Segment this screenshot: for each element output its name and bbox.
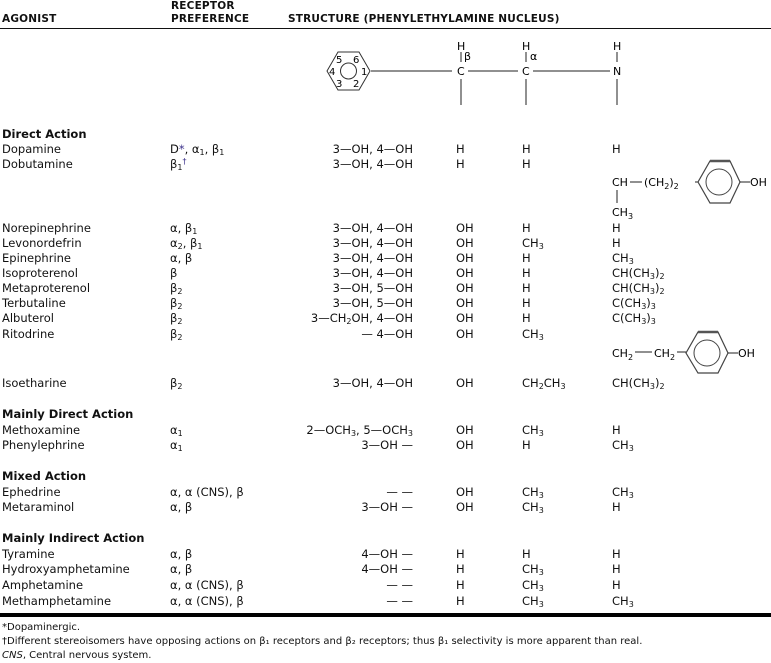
ring-substituents: 3—OH, 4—OH	[332, 376, 413, 390]
agonist-name: Metaproterenol	[2, 281, 91, 295]
phenol-ring-icon	[698, 161, 740, 203]
beta-substituent: OH	[456, 327, 474, 341]
ring-substituents: — —	[386, 485, 413, 499]
ring-substituents: $2—OCH_3$, $5—OCH_3$	[306, 423, 413, 438]
beta-substituent: OH	[456, 221, 474, 235]
agonist-name: Ritodrine	[2, 327, 55, 341]
cns-definition: , Central nervous system.	[22, 650, 152, 661]
beta-carbon: C	[457, 65, 465, 78]
agonist-name: Isoetharine	[2, 376, 67, 390]
beta-substituent: OH	[456, 485, 474, 499]
beta-substituent: H	[456, 142, 465, 156]
ring-substituents: 3—OH, 4—OH	[332, 221, 413, 235]
alpha-substituent: H	[522, 157, 531, 171]
header-receptor-line2: PREFERENCE	[171, 13, 250, 25]
footnote-dopaminergic: *Dopaminergic.	[2, 622, 81, 633]
receptor-preference: α, α (CNS), β	[170, 485, 244, 499]
receptor-preference: $\beta_2$	[170, 296, 183, 311]
beta-substituent: OH	[456, 438, 474, 452]
phenylethylamine-nucleus	[0, 0, 771, 120]
ring-substituents: 4—OH —	[361, 562, 413, 576]
dagger-footnote-marker: †	[182, 157, 187, 166]
amine-substituent: H	[612, 562, 621, 576]
receptor-preference: D*, $\alpha_1$, $\beta_1$	[170, 142, 225, 157]
ring-substituents: 3—OH —	[361, 500, 413, 514]
agonist-name: Terbutaline	[2, 296, 66, 310]
amine-substituent: H	[612, 236, 621, 250]
cns-abbreviation: CNS	[2, 650, 23, 661]
ring-substituents: 4—OH —	[361, 547, 413, 561]
amine-substituent: $CH_3$	[612, 438, 634, 453]
receptor-preference: $\alpha_1$	[170, 438, 183, 453]
receptor-preference: $\beta_2$	[170, 376, 183, 391]
ring-pos-4: 4	[329, 67, 336, 78]
amine-substituent: $CH(CH_3)_2$	[612, 376, 665, 391]
alpha-substituent: H	[522, 547, 531, 561]
section-title-direct-action: Direct Action	[2, 127, 87, 141]
amine-substituent: H	[612, 142, 621, 156]
beta-h: H	[457, 40, 466, 53]
dobutamine-chain: $(CH_2)_2$	[644, 176, 679, 191]
beta-substituent: OH	[456, 296, 474, 310]
ring-substituents: — 4—OH	[361, 327, 413, 341]
beta-substituent: H	[456, 562, 465, 576]
agonist-name: Amphetamine	[2, 578, 84, 592]
alpha-carbon: C	[522, 65, 530, 78]
alpha-label: α	[530, 50, 538, 63]
amine-substituent: H	[612, 221, 621, 235]
amine-substituent: $CH(CH_3)_2$	[612, 281, 665, 296]
receptor-preference: $\alpha_2$, $\beta_1$	[170, 236, 203, 251]
agonist-name: Phenylephrine	[2, 438, 85, 452]
amine-substituent: H	[612, 578, 621, 592]
ring-substituents: 3—OH, 4—OH	[332, 251, 413, 265]
agonist-name: Albuterol	[2, 311, 54, 325]
alpha-substituent: H	[522, 296, 531, 310]
receptor-preference: α, β	[170, 251, 193, 265]
agonist-name: Tyramine	[2, 547, 55, 561]
amine-substituent: $CH_3$	[612, 594, 634, 609]
agonist-name: Isoproterenol	[2, 266, 78, 280]
header-agonist: AGONIST	[2, 13, 57, 25]
beta-substituent: OH	[456, 281, 474, 295]
header-structure: STRUCTURE (PHENYLETHYLAMINE NUCLEUS)	[288, 13, 560, 25]
ring-substituents: 3—OH, 4—OH	[332, 236, 413, 250]
ring-pos-5: 5	[336, 55, 343, 66]
alpha-substituent: $CH_3$	[522, 236, 544, 251]
dobutamine-amine-structure	[600, 155, 771, 220]
amine-substituent: H	[612, 423, 621, 437]
alpha-substituent: $CH_3$	[522, 423, 544, 438]
section-title-mainly-indirect-action: Mainly Indirect Action	[2, 531, 145, 545]
ring-substituents: 3—OH, 4—OH	[332, 142, 413, 156]
ring-substituents: 3—OH, 5—OH	[332, 296, 413, 310]
table-bottom-rule	[0, 613, 771, 617]
footnote-stereoisomers: †Different stereoisomers have opposing actions on β₁ receptors and β₂ receptors; thus β₁ selectivity is more apparent than real.	[2, 636, 643, 647]
ritodrine-oh: OH	[738, 347, 755, 360]
alpha-substituent: $CH_3$	[522, 485, 544, 500]
amine-substituent: $CH_3$	[612, 485, 634, 500]
alpha-substituent: $CH_3$	[522, 578, 544, 593]
agonist-name: Levonordefrin	[2, 236, 82, 250]
ring-substituents: 3—OH, 4—OH	[332, 266, 413, 280]
dobutamine-ch: CH	[612, 176, 628, 189]
alpha-substituent: H	[522, 142, 531, 156]
ring-pos-3: 3	[336, 79, 343, 90]
agonist-name: Ephedrine	[2, 485, 61, 499]
ring-substituents: 3—OH, 5—OH	[332, 281, 413, 295]
section-title-mainly-direct-action: Mainly Direct Action	[2, 407, 134, 421]
receptor-preference: α, β	[170, 547, 193, 561]
beta-substituent: OH	[456, 423, 474, 437]
alpha-substituent: H	[522, 221, 531, 235]
alpha-substituent: $CH_3$	[522, 500, 544, 515]
amine-substituent: $C(CH_3)_3$	[612, 311, 656, 326]
ritodrine-ch2-a: $CH_2$	[612, 347, 634, 362]
beta-substituent: OH	[456, 266, 474, 280]
receptor-preference: $\beta_1^\dagger$	[170, 157, 187, 172]
beta-substituent: OH	[456, 251, 474, 265]
ring-pos-1: 1	[361, 67, 368, 78]
alpha-substituent: $CH_3$	[522, 327, 544, 342]
ritodrine-amine-structure	[600, 330, 771, 380]
section-title-mixed-action: Mixed Action	[2, 469, 87, 483]
receptor-preference: α, $\beta_1$	[170, 221, 198, 236]
receptor-preference: α, α (CNS), β	[170, 594, 244, 608]
receptor-preference: $\beta_2$	[170, 281, 183, 296]
alpha-substituent: $CH_2CH_3$	[522, 376, 566, 391]
beta-substituent: H	[456, 578, 465, 592]
beta-substituent: H	[456, 594, 465, 608]
receptor-preference: β	[170, 266, 178, 280]
alpha-substituent: H	[522, 281, 531, 295]
agonist-name: Hydroxyamphetamine	[2, 562, 130, 576]
ring-pos-2: 2	[353, 79, 360, 90]
receptor-preference: α, β	[170, 500, 193, 514]
receptor-preference: α, β	[170, 562, 193, 576]
agonist-name: Dopamine	[2, 142, 61, 156]
ring-pos-6: 6	[353, 55, 360, 66]
alpha-substituent: $CH_3$	[522, 562, 544, 577]
dopaminergic-footnote-marker: *	[178, 142, 185, 156]
beta-substituent: OH	[456, 500, 474, 514]
beta-label: β	[464, 50, 472, 63]
amine-substituent: $CH_3$	[612, 251, 634, 266]
beta-substituent: H	[456, 157, 465, 171]
ring-substituents: 3—OH, 4—OH	[332, 157, 413, 171]
agonist-name: Norepinephrine	[2, 221, 91, 235]
beta-substituent: OH	[456, 311, 474, 325]
receptor-preference: α, α (CNS), β	[170, 578, 244, 592]
dobutamine-oh: OH	[750, 176, 767, 189]
phenol-ring-icon	[686, 332, 728, 373]
beta-substituent: OH	[456, 376, 474, 390]
alpha-substituent: H	[522, 266, 531, 280]
ring-substituents: 3—OH —	[361, 438, 413, 452]
alpha-h: H	[522, 40, 531, 53]
alpha-substituent: $CH_3$	[522, 594, 544, 609]
beta-substituent: OH	[456, 236, 474, 250]
amine-substituent: H	[612, 500, 621, 514]
alpha-substituent: H	[522, 251, 531, 265]
alpha-substituent: H	[522, 311, 531, 325]
amine-h: H	[613, 40, 622, 53]
ritodrine-ch2-b: $CH_2$	[654, 347, 676, 362]
amine-substituent: H	[612, 547, 621, 561]
receptor-preference: $\beta_2$	[170, 311, 183, 326]
alpha-substituent: H	[522, 438, 531, 452]
agonist-name: Dobutamine	[2, 157, 73, 171]
header-receptor-line1: RECEPTOR	[171, 0, 235, 12]
agonist-name: Methamphetamine	[2, 594, 112, 608]
ring-substituents: $3—CH_2OH$, 4—OH	[310, 311, 413, 326]
ring-substituents: — —	[386, 578, 413, 592]
amine-n: N	[613, 65, 622, 78]
agonist-name: Epinephrine	[2, 251, 71, 265]
beta-substituent: H	[456, 547, 465, 561]
agonist-name: Metaraminol	[2, 500, 75, 514]
amine-substituent: $C(CH_3)_3$	[612, 296, 656, 311]
receptor-preference: $\alpha_1$	[170, 423, 183, 438]
dobutamine-ch3: $CH_3$	[612, 206, 634, 220]
agonist-name: Methoxamine	[2, 423, 81, 437]
amine-substituent: $CH(CH_3)_2$	[612, 266, 665, 281]
receptor-preference: $\beta_2$	[170, 327, 183, 342]
ring-substituents: — —	[386, 594, 413, 608]
